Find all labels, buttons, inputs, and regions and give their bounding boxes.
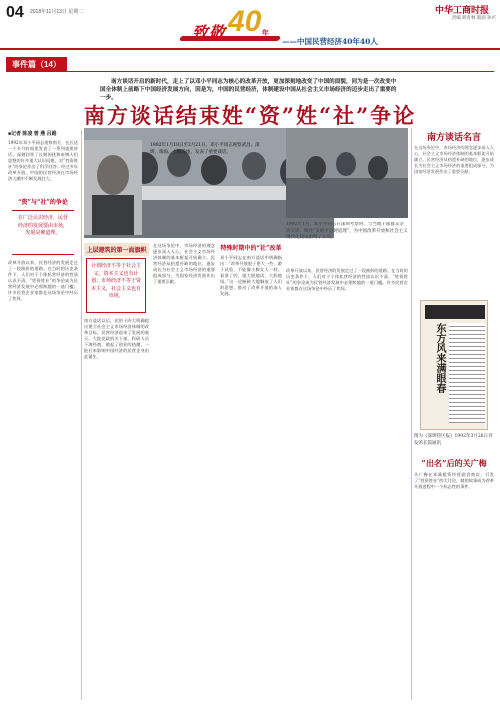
article-column-1b: 改革开放以来，民营经济的发展走过了一段曲折的道路。在当时的历史条件下，人们对于个体私营经济的性质认识不清，“姓资姓社”的争论成为民营经济发展中必须跨越的一道门槛。许多民营企业家都在这场争论中经历了坎坷。 (8, 260, 78, 301)
article-headline: 南方谈话结束姓“资”姓“社”争论 (83, 103, 417, 128)
column-divider (81, 130, 82, 700)
clipping-headline: 东方风来满眼春 (434, 323, 445, 393)
issue-date: 2018年11月13日 星期二 (30, 9, 84, 15)
clipping-body (449, 323, 485, 423)
banner-forty: 40 (228, 5, 262, 38)
sidebar-title: 南方谈话名言 (426, 133, 481, 143)
editor-credits: 责编 胡青林 版面 孙可 (451, 15, 496, 20)
clipping-masthead (425, 305, 485, 319)
section-rule (6, 71, 494, 72)
pull-quote-2: 计划经济不等于社会主义，资本主义也有计划；市场经济不等于资本主义，社会主义也有市场。 (86, 258, 146, 313)
header-rule (0, 48, 500, 50)
photo-caption-overlay: 1992年1月18日至2月21日，邓小平同志视察武昌、深圳、珠海、上海等地，发表了重要谈话。 (150, 143, 260, 155)
meeting-scene (286, 128, 408, 218)
article-column-2: 南方谈话以后，党的十四大明确提出建立社会主义市场经济体制的改革目标，民营经济迎来了发展的春天。大批党政机关干部、科研人员下海经商，掀起了创业的热潮，一批后来影响中国经济的民营企业由此诞生。 (84, 318, 149, 359)
sidebar-story: 关广梅在本溪租赁经营副食商店，引发了“姓资姓社”的大讨论，她的故事成为改革开放进程中一个标志性的事件。 (414, 472, 494, 489)
byline: ■记者 陈凌 曾 燕 吕路 (8, 131, 57, 137)
subhead-banner: 上层建筑的第一面旗帜 (84, 243, 149, 256)
sidebar-subtitle: “出名”后的关广梅 (421, 458, 487, 468)
banner-tribute: 致敬 (192, 23, 227, 42)
paper-logo: 中华工商时报 (435, 5, 490, 15)
portrait-scene (84, 140, 142, 235)
clipping-caption: 图为《深圳特区报》1992年3月26日刊发的长篇通讯 (414, 434, 493, 446)
article-column-4: 邓小平同志在南方谈话中明确指出：“改革开放胆子要大一些，敢于试验，不能像小脚女人一样。看准了的，就大胆地试，大胆地闯。”这一论断极大地解放了人们的思想，推动了改革开放的深入发展。 (220, 255, 282, 296)
section-tag: 事件篇（14） (6, 57, 67, 71)
newspaper-clipping (420, 300, 488, 430)
banner-year: 年 (262, 28, 269, 37)
article-lead: 南方谈话开启的新时代，走上了以邓小平同志为核心的改革开放，更加深刻地改变了中国的面貌，同为是一次改变中国全体制上前路下中国经济发展方向，因是为，中国的民营经济，体制建设中国从社会主义市场经济的迈步走出了重要的一步。 (100, 79, 397, 101)
subhead-special-period: 特殊时期中的“社”改革 (220, 245, 282, 252)
sidebar-quotes: 在这场争论中，市场经济的理念逐步深入人心，社会主义市场经济体制的基本框架开始确立。民营经济从拾遗补缺的地位，逐步成长为社会主义市场经济的重要组成部分，为国家经济发展作出了重要贡献。 (414, 145, 494, 174)
meeting-photo (286, 128, 408, 218)
article-column-3: 在这场争论中，市场经济的理念逐步深入人心，社会主义市场经济体制的基本框架开始确立。民营经济从拾遗补缺的地位，逐步成长为社会主义市场经济的重要组成部分，为国家经济发展作出了重要贡献。 (153, 243, 215, 284)
portrait-photo (84, 140, 142, 235)
subhead-debate: “资”与“社”的争论 (18, 199, 68, 206)
pull-quote-1: 在广泛认识经济，民营经济的发展要由市场，发展是硬道理。 (12, 210, 74, 255)
photo-caption: 1992年1月，邓小平同志在深圳考察时，与当地干部群众亲切交谈，阐述“发展才是硬道理”，为中国改革开放和社会主义现代化建设指明了方向。 (286, 222, 408, 240)
article-column-5: 改革开放以来，民营经济的发展走过了一段曲折的道路。在当时的历史条件下，人们对于个体私营经济的性质认识不清，“姓资姓社”的争论成为民营经济发展中必须跨越的一道门槛。许多民营企业家都在这场争论中经历了坎坷。 (286, 268, 408, 291)
page-number: 04 (6, 4, 24, 21)
banner-series-title: ——中国民营经济40年40人 (282, 37, 378, 46)
article-column-1a: 1992年邓小平同志视察南方，在长达一个多月时间里发表了一系列重要讲话，深刻回答了长期困扰和束缚人们思想的许多重大认识问题，对“姓资姓社”的争论作出了科学回答。经过多年改革开放，中国的民营经济在市场经济大潮中不断发展壮大。 (8, 140, 78, 181)
sidebar-divider (411, 128, 412, 700)
